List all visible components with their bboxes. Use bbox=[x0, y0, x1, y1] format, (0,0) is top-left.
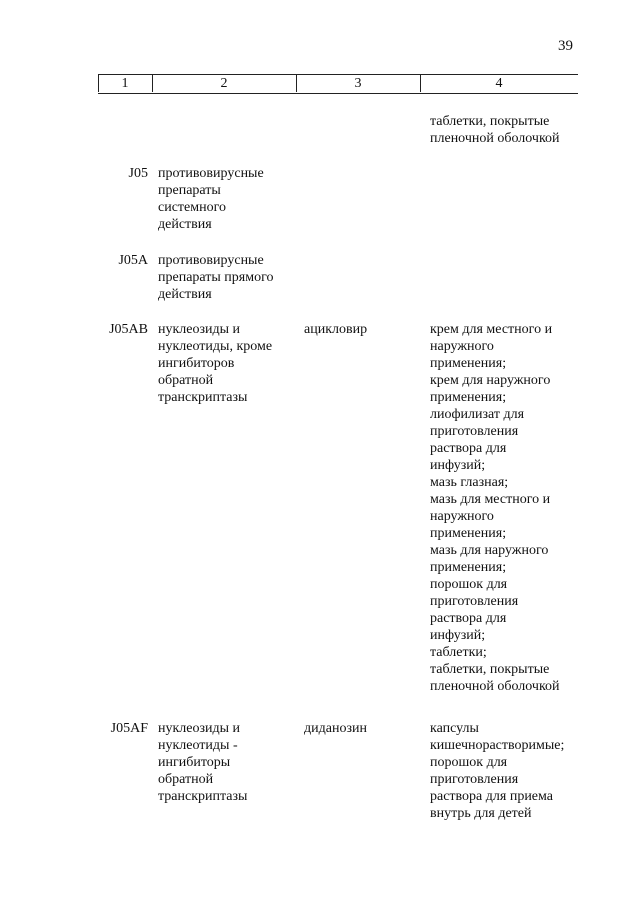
name-line: препараты прямого bbox=[158, 270, 274, 285]
name-line: транскриптазы bbox=[158, 789, 248, 804]
dosage-form-cell bbox=[430, 720, 573, 822]
drug-name: диданозин bbox=[304, 721, 367, 736]
group-name-cell bbox=[158, 321, 295, 406]
header-divider bbox=[296, 74, 297, 92]
form-line: лиофилизат для bbox=[430, 407, 525, 422]
header-col-1: 1 bbox=[121, 76, 129, 91]
name-line: ингибиторы bbox=[158, 755, 231, 770]
form-line: инфузий; bbox=[430, 458, 486, 473]
form-line: раствора для bbox=[430, 441, 507, 456]
atc-code: J05 bbox=[128, 166, 148, 181]
atc-code: J05AB bbox=[109, 322, 148, 337]
name-line: ингибиторов bbox=[158, 356, 235, 371]
form-line: крем для наружного bbox=[430, 373, 551, 388]
form-line: применения; bbox=[430, 560, 507, 575]
form-line: раствора для bbox=[430, 611, 507, 626]
form-line: мазь для местного и bbox=[430, 492, 551, 507]
form-line: приготовления bbox=[430, 772, 519, 787]
form-line: мазь для наружного bbox=[430, 543, 549, 558]
name-line: противовирусные bbox=[158, 253, 264, 268]
form-line: таблетки; bbox=[430, 645, 487, 660]
form-line: кишечнорастворимые; bbox=[430, 738, 565, 753]
header-divider bbox=[98, 74, 99, 92]
page-number: 39 bbox=[558, 38, 573, 54]
header-divider bbox=[152, 74, 153, 92]
header-col-4: 4 bbox=[495, 76, 503, 91]
form-line: мазь глазная; bbox=[430, 475, 509, 490]
name-line: системного bbox=[158, 200, 226, 215]
form-line: приготовления bbox=[430, 424, 519, 439]
table-header bbox=[98, 74, 578, 94]
group-name-cell bbox=[158, 165, 295, 233]
form-line: порошок для bbox=[430, 577, 508, 592]
form-line: таблетки, покрытые bbox=[430, 662, 550, 677]
form-line: применения; bbox=[430, 390, 507, 405]
name-line: транскриптазы bbox=[158, 390, 248, 405]
name-line: действия bbox=[158, 287, 212, 302]
dosage-form-cell bbox=[430, 113, 573, 147]
form-line: порошок для bbox=[430, 755, 508, 770]
dosage-form-cell bbox=[430, 321, 573, 695]
name-line: обратной bbox=[158, 772, 214, 787]
header-col-2: 2 bbox=[220, 76, 228, 91]
name-line: действия bbox=[158, 217, 212, 232]
form-line: инфузий; bbox=[430, 628, 486, 643]
atc-code: J05A bbox=[118, 253, 148, 268]
form-line-text: таблетки, покрытые bbox=[430, 114, 550, 129]
header-divider bbox=[420, 74, 421, 92]
name-line: противовирусные bbox=[158, 166, 264, 181]
form-line: пленочной оболочкой bbox=[430, 679, 560, 694]
name-line: нуклеозиды и bbox=[158, 721, 241, 736]
form-line: раствора для приема bbox=[430, 789, 553, 804]
name-line: нуклеозиды и bbox=[158, 322, 241, 337]
form-line: наружного bbox=[430, 339, 494, 354]
name-line: обратной bbox=[158, 373, 214, 388]
form-line: внутрь для детей bbox=[430, 806, 532, 821]
header-col-3: 3 bbox=[354, 76, 362, 91]
form-line: пленочной оболочкой bbox=[430, 131, 560, 146]
name-line: препараты bbox=[158, 183, 221, 198]
atc-code: J05AF bbox=[110, 721, 148, 736]
form-line: применения; bbox=[430, 356, 507, 371]
form-line: наружного bbox=[430, 509, 494, 524]
form-line: приготовления bbox=[430, 594, 519, 609]
name-line: нуклеотиды, кроме bbox=[158, 339, 273, 354]
drug-name: ацикловир bbox=[304, 322, 368, 337]
form-line: крем для местного и bbox=[430, 322, 553, 337]
group-name-cell bbox=[158, 252, 295, 303]
form-line: применения; bbox=[430, 526, 507, 541]
name-line: нуклеотиды - bbox=[158, 738, 238, 753]
group-name-cell bbox=[158, 720, 295, 805]
form-line: капсулы bbox=[430, 721, 479, 736]
form-line bbox=[430, 113, 573, 130]
